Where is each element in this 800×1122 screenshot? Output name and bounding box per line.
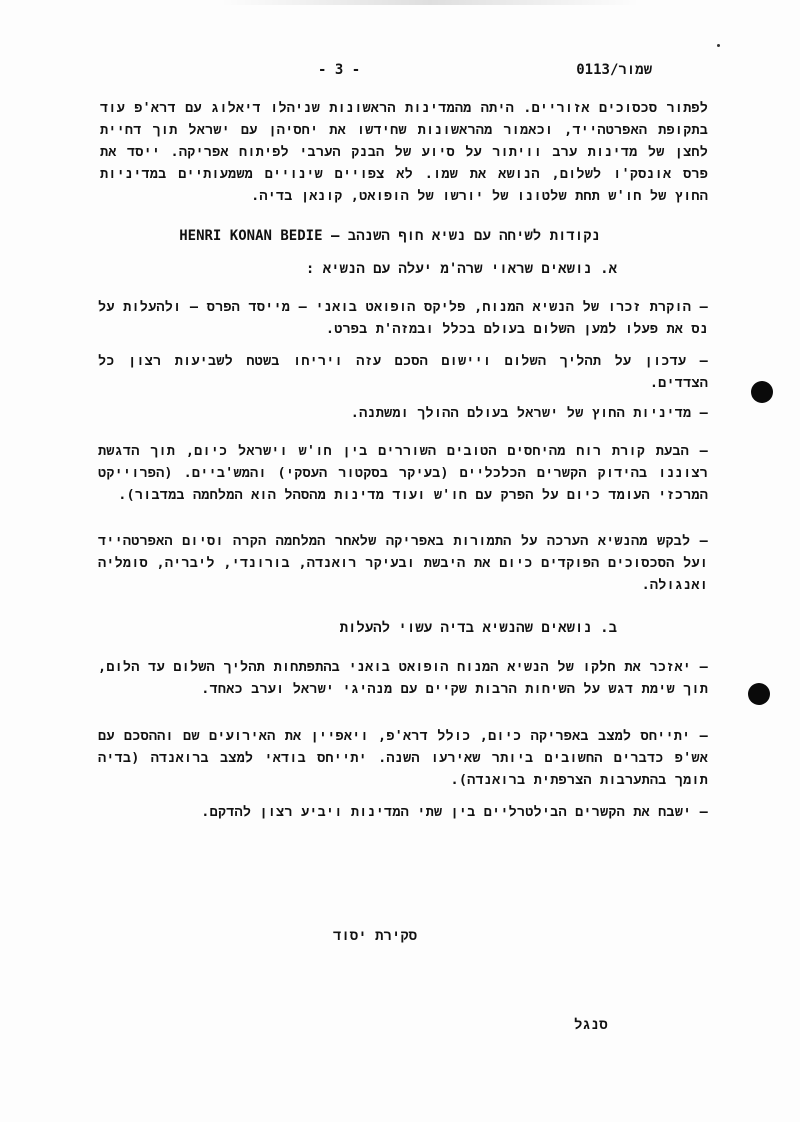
section-a-item: – עדכון על תהליך השלום ויישום הסכם עזה ויריחו בשטח לשביעות רצון כל הצדדים. (98, 353, 708, 391)
section-a-item: – הוקרת זכרו של הנשיא המנוח, פליקס הופואט בואני – מייסד הפרס – ולהעלות על נס את פעלו למען השלום בעולם בכלל ובמזה'ת בפרט. (98, 299, 708, 337)
section-a-heading: א. נושאים שראוי שרה'מ יעלה עם הנשיא : (305, 261, 617, 277)
intro-paragraph: לפתור סכסוכים אזוריים. היתה מהמדינות הראשונות שניהלו דיאלוג עם דרא'פ עוד בתקופת האפרטהייד, וכאמור מהראשונות שחידשו את יחסיהן עם ישראל תוך דחיית לחצן של מדינות ערב וויתור על סיוע של הבנק הערבי לפיתוח אפריקה. ייסד את פרס אונסק'ו לשלום, הנושא את שמו. לא צפויים שינויים משמעותיים במדיניות החוץ של חו'ש תחת שלטונו של יורשו של הופואט, קונאן בדיה. (100, 100, 708, 204)
document-reference: שמור/0113 (576, 62, 652, 78)
section-b-heading: ב. נושאים שהנשיא בדיה עשוי להעלות (339, 620, 617, 636)
section-a-item: – לבקש מהנשיא הערכה על התמורות באפריקה שלאחר המלחמה הקרה וסיום האפרטהייד ועל הסכסוכים הפוקדים כיום את היבשת ובעיקר רואנדה, בורונדי, ליבריה, סומליה ואנגולה. (98, 533, 708, 593)
talking-points-heading (170, 228, 600, 245)
page-number: - 3 - (318, 62, 361, 78)
section-b-item: – יאזכר את חלקו של הנשיא המנוח הופואט בואני בהתפתחות תהליך השלום עד הלום, תוך שימת דגש על השיחות הרבות שקיים עם מנהיגי ישראל וערב כאחד. (98, 659, 708, 697)
section-a-item: – מדיניות החוץ של ישראל בעולם ההולך ומשתנה. (350, 405, 708, 421)
punch-hole (751, 381, 773, 403)
footer-signature: סנגל (574, 1017, 608, 1033)
section-b-item: – ישבח את הקשרים הבילטרליים בין שתי המדינות ויביע רצון להדקם. (201, 804, 708, 820)
section-a-item: – הבעת קורת רוח מהיחסים הטובים השוררים בין חו'ש וישראל כיום, תוך הדגשת רצוננו בהידוק הקשרים הכלכליים (בעיקר בסקטור העסקי) והמש'ביים. (הפרוייקט המרכזי העומד כיום על הפרק עם חו'ש ועוד מדינות מהסהל הוא המלחמה במדבור). (98, 443, 708, 503)
punch-hole (748, 683, 770, 705)
talking-points-title: נקודות לשיחה עם נשיא חוף השנהב – (330, 228, 600, 244)
section-b-item: – יתייחס למצב באפריקה כיום, כולל דרא'פ, ויאפיין את האירועים שם וההסכם עם אש'פ כדברים החשובים ביותר שאירעו השנה. יתייחס בודאי למצב ברואנדה (בדיה תומך בהתערבות הצרפתית ברואנדה). (98, 728, 708, 788)
page-header (0, 62, 800, 86)
footer-title: סקירת יסוד (333, 928, 418, 944)
president-name: HENRI KONAN BEDIE (179, 228, 323, 244)
scan-artifact (220, 0, 640, 5)
scan-speck (717, 44, 720, 47)
